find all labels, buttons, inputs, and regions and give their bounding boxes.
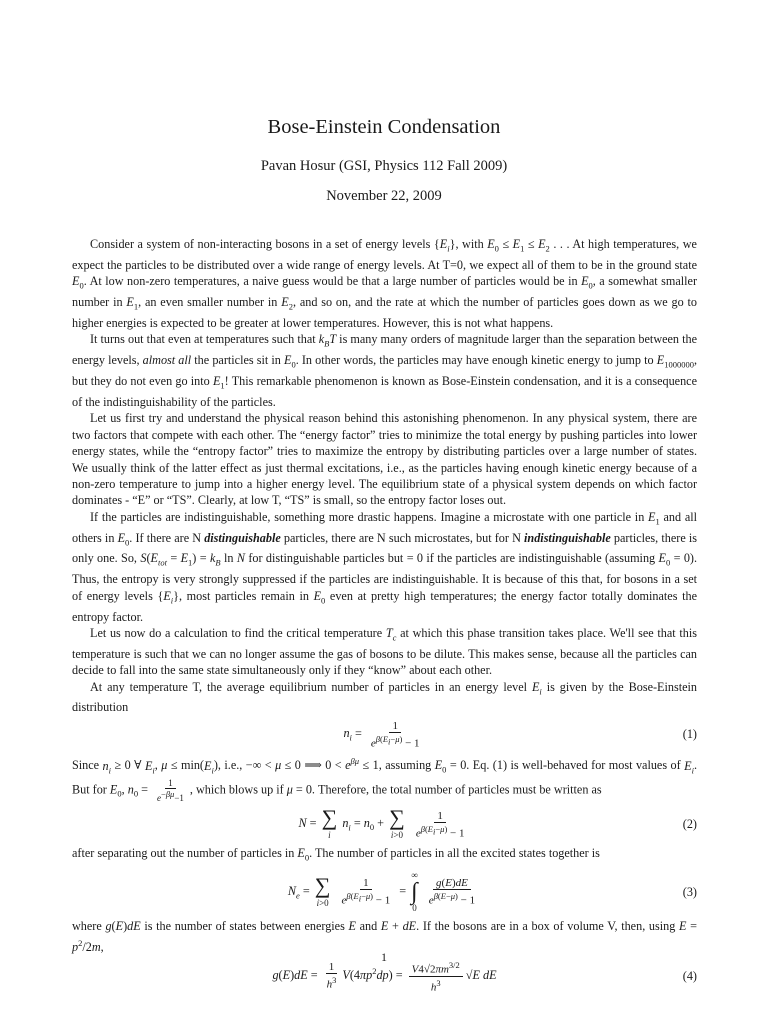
equation-4: g(E)dE = $\frac{1}{h^3}$ $V(4\pi p^2dp)$ = $\frac{V4√2\pi m^{3/2}}{h^3}$ √E dE (4)	[272, 960, 697, 994]
paragraph-2: It turns out that even at temperatures such that $k_BT$ is many many orders of magnitude larger than the separation between the energy levels, almost all the particles sit in $E_0$. In other words, the particles may have enough kinetic energy to jump to $E_{1000000}$, but they do not even go into $E_1$! This remarkable phenomenon is known as Bose-Einstein condensation, and it is a consequence of the indistinguishability of the particles.	[72, 332, 697, 409]
paper-body	[72, 236, 697, 997]
paragraph-1: Consider a system of non-interacting bosons in a set of energy levels $\{E_i\}$, with $E_0 \le E_1 \le E_2$ . . . At high temperatures, we expect the particles to be distributed over a wide range of energy levels. At T=0, we expect all of them to be in the ground state $E_0$. At low non-zero temperatures, a naive guess would be that a large number of particles would be in $E_0$, a somewhat smaller number in $E_1$, an even smaller number in $E_2$, and so on, and the rate at which the number of particles goes down as we go to higher energies is expected to be greater at lower temperatures. However, this is not what happens.	[72, 237, 697, 330]
paragraph-3: Let us first try and understand the physical reason behind this astonishing phenomenon. In any physical system, there are two factors that compete with each other. The “energy factor” tries to minimize the total energy by pushing particles into lower energy states, while the “entropy factor” tries to maximize the entropy by distributing particles over a large number of states. We usually think of the latter effect as just thermal excitations, i.e., as the particles having enough kinetic energy because of a non-zero temperature to jump into a higher energy level. The equilibrium state of a physical system depends on which factor dominates - “E” or “TS”. Clearly, at low T, “TS” is small, so the entropy factor loses out.	[72, 411, 697, 508]
paper-author: Pavan Hosur (GSI, Physics 112 Fall 2009)	[260, 158, 508, 174]
equation-number: (2)	[682, 817, 697, 832]
page-number: 1	[381, 950, 387, 964]
equation-3: $N_e$ = ∑ i>0 $\frac{1}{e^{\beta(E_i-\mu)} - 1}$ = ∞ ∫ 0 $\frac{g(E)dE}{e^{\beta(E-\mu)} - 1}$ (3)	[287, 870, 697, 914]
paragraph-9: where g(E)dE is the number of states between energies E and E + dE. If the bosons are in a box of volume V, then, using $E = p^2/2m$,	[72, 919, 697, 954]
equation-1: $n_i$ = $\frac{1}{e^{\beta(E_i-\mu)} - 1}$ (1)	[343, 719, 697, 750]
paragraph-8: after separating out the number of particles in $E_0$. The number of particles in all the excited states together is	[72, 846, 600, 863]
equation-2: N = ∑ i $n_i = n_0$ + ∑ i>0 $\frac{1}{e^{\beta(E_i-\mu)} - 1}$ (2)	[298, 805, 697, 841]
paragraph-4: If the particles are indistinguishable, something more drastic happens. Imagine a microstate with one particle in $E_1$ and all others in $E_0$. If there are N distinguishable particles, there are N such microstates, but for N indistinguishable particles, there is only one. So, $S(E_{tot} = E_1) = k_B$ ln N for distinguishable particles but = 0 if the particles are indistinguishable (assuming $E_0 = 0$). Thus, the entropy is very strongly suppressed if the particles are indistinguishable. It is because of this that, for bosons in a set of energy levels $\{E_i\}$, most particles remain in $E_0$ even at pretty high temperatures; the energy factor totally dominates the entropy factor.	[72, 509, 698, 624]
equation-number: (3)	[682, 885, 697, 900]
paragraph-5: Let us now do a calculation to find the critical temperature $T_c$ at which this phase transition takes place. We'll see that this temperature is such that we can no longer assume the gas of bosons to be dilute. This makes sense, because all the particles can decide to fall into the same state simultaneously only if they “know” about each other.	[72, 625, 697, 678]
paragraph-7: Since $n_i \ge 0$ ∀ $E_i$, $\mu \le \min(E_i)$, i.e., −∞ < μ ≤ 0 ⟹ $0 < e^{\beta\mu} \le 1$, assuming $E_0 = 0$. Eq. (1) is well-behaved for most values of $E_i$. But for $E_0$, $n_0$ = $\frac{1}{e^{-\beta\mu}-1}$ , which blows up if μ = 0. Therefore, the total number of particles must be written as	[72, 756, 697, 804]
paper-title: Bose-Einstein Condensation	[267, 116, 501, 138]
equation-number: (4)	[682, 969, 697, 984]
paper-date: November 22, 2009	[326, 188, 442, 204]
paragraph-6: At any temperature T, the average equilibrium number of particles in an energy level $E_i$ is given by the Bose-Einstein distribution	[72, 679, 697, 715]
equation-number: (1)	[682, 727, 697, 742]
